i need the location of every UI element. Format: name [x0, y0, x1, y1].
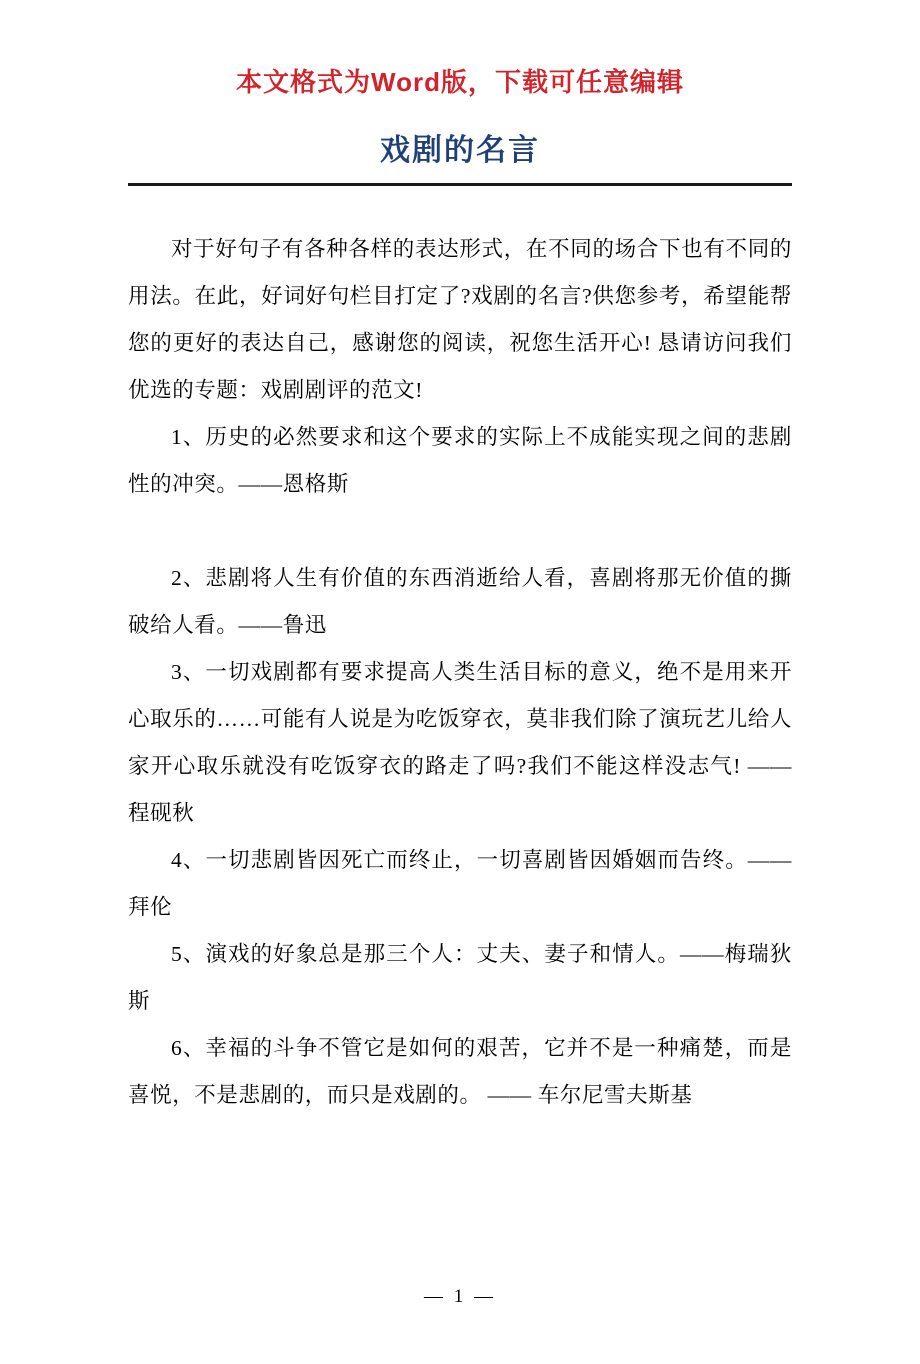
paragraph-quote-5: 5、演戏的好象总是那三个人：丈夫、妻子和情人。——梅瑞狄斯 — [128, 942, 792, 1013]
paragraph-quote-2: 2、悲剧将人生有价值的东西消逝给人看，喜剧将那无价值的撕破给人看。——鲁迅 — [128, 566, 792, 637]
title-divider — [128, 183, 792, 186]
paragraph-intro: 对于好句子有各种各样的表达形式，在不同的场合下也有不同的用法。在此，好词好句栏目打定了?戏剧的名言?供您参考，希望能帮您的更好的表达自己，感谢您的阅读，祝您生活开心! 恳请访问我们优选的专题：戏剧剧评的范文! — [128, 237, 792, 402]
document-page — [0, 62, 920, 1364]
page-number: — 1 — — [424, 1286, 496, 1307]
document-body — [128, 226, 792, 1119]
word-format-banner: 本文格式为Word版，下载可任意编辑 — [236, 67, 684, 97]
paragraph-quote-4: 4、一切悲剧皆因死亡而终止，一切喜剧皆因婚姻而告终。——拜伦 — [128, 848, 792, 919]
paragraph-quote-6: 6、幸福的斗争不管它是如何的艰苦，它并不是一种痛楚，而是喜悦，不是悲剧的，而只是戏剧的。 —— 车尔尼雪夫斯基 — [128, 1036, 792, 1107]
paragraph-quote-1: 1、历史的必然要求和这个要求的实际上不成能实现之间的悲剧性的冲突。——恩格斯 — [128, 425, 792, 496]
page-title: 戏剧的名言 — [380, 134, 540, 167]
paragraph-quote-3: 3、一切戏剧都有要求提高人类生活目标的意义，绝不是用来开心取乐的……可能有人说是为吃饭穿衣，莫非我们除了演玩艺儿给人家开心取乐就没有吃饭穿衣的路走了吗?我们不能这样没志气! —— 程砚秋 — [128, 660, 792, 825]
paragraph-spacer — [128, 508, 792, 555]
